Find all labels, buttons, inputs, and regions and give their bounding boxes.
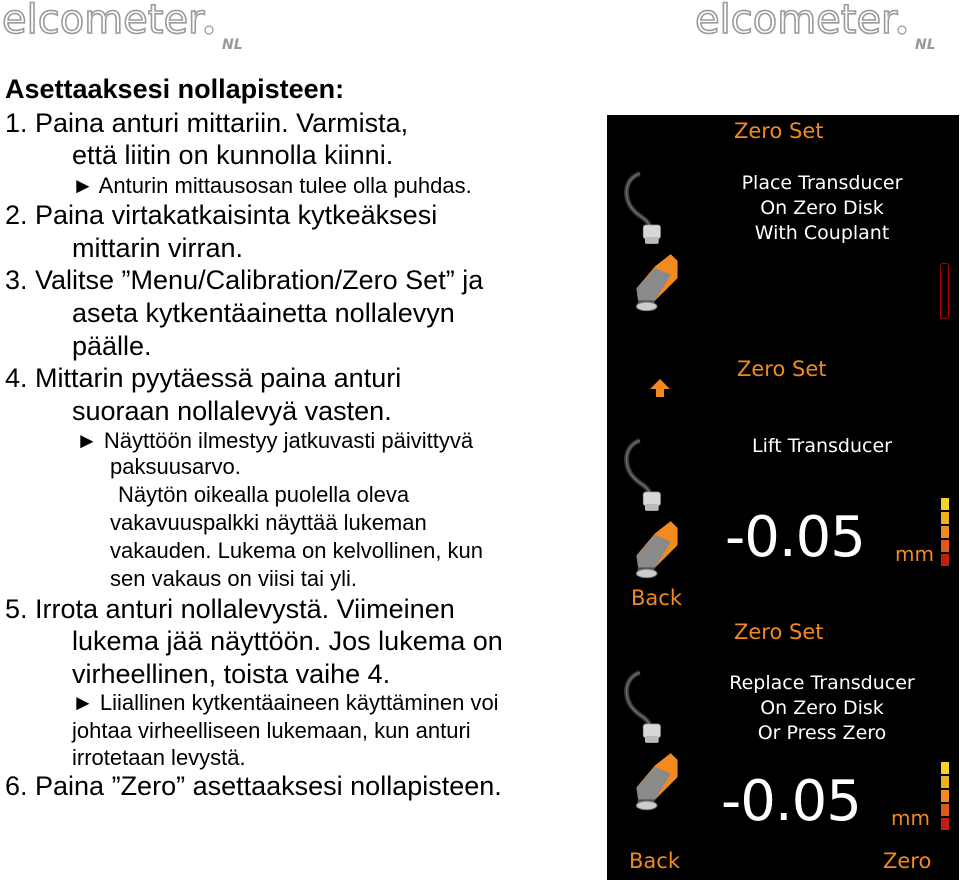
- logo-suffix: NL: [222, 37, 243, 52]
- step-5-cont: lukema jää näyttöön. Jos lukema on: [72, 626, 503, 656]
- stability-bar: [941, 804, 949, 816]
- step-2: 2. Paina virtakatkaisinta kytkeäksesi: [5, 200, 438, 230]
- stability-bar: [941, 512, 949, 524]
- gauge-screen-lift-transducer: [607, 350, 959, 612]
- thickness-reading: -0.05: [721, 769, 861, 834]
- step-5-note-cont: johtaa virheelliseen lukemaan, kun anturi: [72, 718, 471, 743]
- stability-bar: [941, 818, 949, 830]
- logo-text: elcometer: [2, 0, 205, 43]
- step-5: 5. Irrota anturi nollalevystä. Viimeinen: [5, 594, 455, 624]
- soft-key-zero[interactable]: Zero: [883, 849, 932, 873]
- screen-title: Zero Set: [737, 357, 827, 381]
- screen-message: [707, 434, 937, 459]
- stability-bar: [941, 554, 949, 566]
- step-4-cont: suoraan nollalevyä vasten.: [72, 396, 392, 426]
- screen-title: Zero Set: [734, 119, 824, 143]
- message-line: With Couplant: [754, 222, 890, 244]
- step-4-note-2: Näytön oikealla puolella oleva: [118, 482, 410, 507]
- step-1-note: ► Anturin mittausosan tulee olla puhdas.: [72, 173, 472, 198]
- message-line: Replace Transducer: [729, 672, 915, 694]
- elcometer-logo-right: [695, 0, 940, 52]
- step-4-note: ► Näyttöön ilmestyy jatkuvasti päivittyvä: [76, 428, 474, 453]
- up-arrow-icon: [649, 378, 671, 398]
- transducer-probe-icon: [621, 169, 681, 329]
- gauge-screen-place-transducer: [607, 115, 959, 353]
- stability-bar: [941, 762, 949, 774]
- message-line: Or Press Zero: [757, 722, 887, 744]
- stability-bar: [941, 526, 949, 538]
- stability-bar: [941, 790, 949, 802]
- step-4-note-2-cont3: sen vakaus on viisi tai yli.: [110, 566, 357, 591]
- step-4: 4. Mittarin pyytäessä paina anturi: [5, 363, 402, 393]
- logo-suffix: NL: [915, 37, 936, 52]
- instructions-heading: Asettaaksesi nollapisteen:: [5, 74, 345, 104]
- elcometer-logo-left: [2, 0, 247, 52]
- step-3-cont: aseta kytkentäainetta nollalevyn: [72, 298, 455, 328]
- unit-label: mm: [891, 806, 930, 830]
- step-2-cont: mittarin virran.: [72, 233, 244, 263]
- step-5-cont2: virheellinen, toista vaihe 4.: [72, 659, 391, 689]
- transducer-probe-icon: [621, 436, 681, 596]
- soft-key-back[interactable]: Back: [629, 849, 680, 873]
- step-4-note-2-cont2: vakauden. Lukema on kelvollinen, kun: [110, 538, 484, 563]
- step-1: 1. Paina anturi mittariin. Varmista,: [5, 108, 409, 138]
- logo-text: elcometer: [695, 0, 898, 43]
- stability-bar: [941, 498, 949, 510]
- message-line: On Zero Disk: [760, 697, 884, 719]
- step-3: 3. Valitse ”Menu/Calibration/Zero Set” ja: [5, 265, 484, 295]
- screen-message: [707, 171, 937, 246]
- message-line: Place Transducer: [741, 172, 903, 194]
- step-1-cont: että liitin on kunnolla kiinni.: [72, 140, 394, 170]
- message-line: Lift Transducer: [752, 435, 892, 457]
- step-5-note: ► Liiallinen kytkentäaineen käyttäminen voi: [72, 690, 499, 715]
- transducer-probe-icon: [621, 668, 681, 828]
- stability-bar-empty: [940, 263, 949, 319]
- stability-bars: [941, 498, 951, 568]
- screen-message: [707, 671, 937, 746]
- gauge-screen-replace-transducer: [607, 612, 959, 880]
- message-line: On Zero Disk: [760, 197, 884, 219]
- soft-key-back[interactable]: Back: [631, 586, 682, 610]
- stability-bar: [941, 776, 949, 788]
- step-6: 6. Paina ”Zero” asettaaksesi nollapisteen.: [5, 771, 502, 801]
- thickness-reading: -0.05: [725, 505, 865, 570]
- step-4-note-cont: paksuusarvo.: [110, 454, 241, 479]
- step-5-note-cont2: irrotetaan levystä.: [72, 745, 246, 770]
- stability-bar: [941, 540, 949, 552]
- screen-title: Zero Set: [734, 620, 824, 644]
- step-3-cont2: päälle.: [72, 331, 152, 361]
- unit-label: mm: [895, 542, 934, 566]
- step-4-note-2-cont: vakavuuspalkki näyttää lukeman: [110, 510, 427, 535]
- stability-bars: [941, 762, 951, 832]
